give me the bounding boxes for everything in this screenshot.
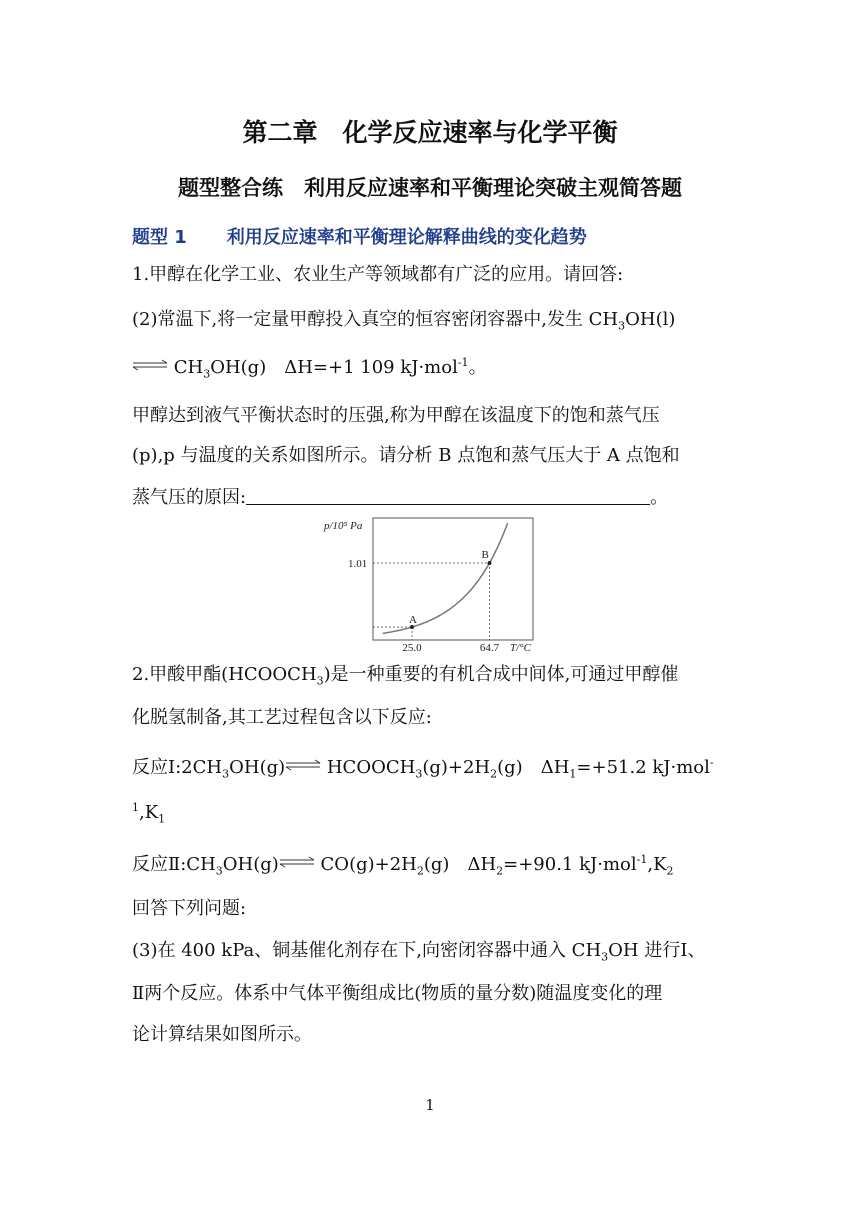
- subscript: 2: [490, 767, 498, 781]
- equation-text: 。: [468, 357, 487, 378]
- reaction-1-line: [132, 756, 714, 780]
- subscript: 2: [496, 864, 504, 878]
- subscript: 3: [203, 367, 211, 381]
- page-number: 1: [425, 1096, 435, 1114]
- reaction-text: (g) ΔH: [423, 854, 497, 875]
- vapor-pressure-chart: [318, 513, 542, 653]
- q1-text-line-3: [132, 486, 668, 510]
- subscript: 2: [666, 864, 674, 878]
- reaction-text: (g)+2H: [422, 757, 491, 778]
- q1-intro: 1.甲醇在化学工业、农业生产等领域都有广泛的应用。请回答:: [132, 264, 624, 285]
- y-axis-label: p/10⁵ Pa: [324, 520, 363, 532]
- reaction-text: HCOOCH: [321, 757, 416, 778]
- superscript: -: [709, 756, 714, 769]
- reaction-text: (g) ΔH: [497, 757, 570, 778]
- subscript: 1: [158, 812, 166, 826]
- q1-part2-line: [132, 308, 675, 332]
- q2-part3-line-2: Ⅱ两个反应。体系中气体平衡组成比(物质的量分数)随温度变化的理: [132, 983, 663, 1004]
- superscript: 1: [132, 801, 139, 814]
- x-tick-label: 25.0: [402, 642, 422, 653]
- q2-intro-line-1: [132, 663, 678, 687]
- reaction-text: ,K: [647, 854, 667, 875]
- reaction-text: =+90.1 kJ·mol: [503, 854, 637, 875]
- q2-part3-line-3: 论计算结果如图所示。: [132, 1024, 312, 1045]
- reaction-text: 反应Ⅰ:2CH: [132, 757, 223, 778]
- subscript: 3: [215, 864, 223, 878]
- q1-text-line-1: 甲醇达到液气平衡状态时的压强,称为甲醇在该温度下的饱和蒸气压: [132, 405, 660, 426]
- reaction-text: 反应Ⅱ:CH: [132, 854, 216, 875]
- answer-prompt: 回答下列问题:: [132, 898, 247, 919]
- reaction-text: OH(g): [222, 854, 279, 875]
- x-tick-label: 64.7: [479, 642, 500, 653]
- chapter-title: 第二章 化学反应速率与化学平衡: [242, 118, 618, 147]
- question-type-heading: [132, 223, 587, 249]
- equilibrium-arrow-icon: [132, 359, 168, 371]
- reaction-2-line: [132, 853, 674, 877]
- plot-frame: [373, 518, 533, 640]
- x-axis-label: T/°C: [510, 642, 531, 653]
- subscript: 3: [222, 767, 230, 781]
- q1-part2-text: (2)常温下,将一定量甲醇投入真空的恒容密闭容器中,发生 CH: [132, 309, 619, 330]
- reaction-1-continued: [132, 801, 165, 825]
- q1-text: 蒸气压的原因:: [132, 487, 247, 508]
- q1-part2-text-end: OH(l): [625, 309, 676, 330]
- q2-text: )是一种重要的有机合成中间体,可通过甲醇催: [323, 664, 679, 685]
- subscript: 1: [569, 767, 577, 781]
- question-type-label: 题型 1: [132, 227, 187, 248]
- equilibrium-arrow-icon: [279, 856, 315, 868]
- q2-text: (3)在 400 kPa、铜基催化剂存在下,向密闭容器中通入 CH: [132, 940, 602, 961]
- equation-text: CH: [168, 357, 204, 378]
- reaction-text: ,K: [139, 802, 159, 823]
- reaction-text: =+51.2 kJ·mol: [576, 757, 710, 778]
- y-tick-label: 1.01: [348, 557, 368, 570]
- section-title: 题型整合练 利用反应速率和平衡理论突破主观简答题: [178, 176, 682, 200]
- superscript: -1: [636, 853, 648, 866]
- point-a-label: A: [409, 614, 417, 627]
- q1-text-line-2: (p),p 与温度的关系如图所示。请分析 B 点饱和蒸气压大于 A 点饱和: [132, 445, 680, 466]
- q2-intro-line-2: 化脱氢制备,其工艺过程包含以下反应:: [132, 707, 432, 728]
- superscript: -1: [457, 356, 469, 369]
- reaction-text: CO(g)+2H: [314, 854, 417, 875]
- subscript: 3: [316, 674, 324, 688]
- q1-text: 。: [650, 487, 669, 508]
- question-type-title: 利用反应速率和平衡理论解释曲线的变化趋势: [226, 227, 587, 248]
- point-b-label: B: [481, 548, 489, 561]
- subscript: 3: [601, 950, 609, 964]
- q2-part3-line-1: [132, 939, 705, 963]
- subscript: 2: [416, 864, 424, 878]
- equation-text: OH(g) ΔH=+1 109 kJ·mol: [210, 357, 458, 378]
- subscript: 3: [618, 319, 626, 333]
- q1-equation-line: [132, 356, 487, 380]
- answer-blank[interactable]: [246, 486, 650, 505]
- subscript: 3: [415, 767, 423, 781]
- series-curve: [383, 523, 508, 633]
- equilibrium-arrow-icon: [285, 759, 321, 771]
- q2-text: 2.甲酸甲酯(HCOOCH: [132, 664, 317, 685]
- point-b: [487, 561, 491, 565]
- q2-text: OH 进行Ⅰ、: [608, 940, 706, 961]
- reaction-text: OH(g): [229, 757, 286, 778]
